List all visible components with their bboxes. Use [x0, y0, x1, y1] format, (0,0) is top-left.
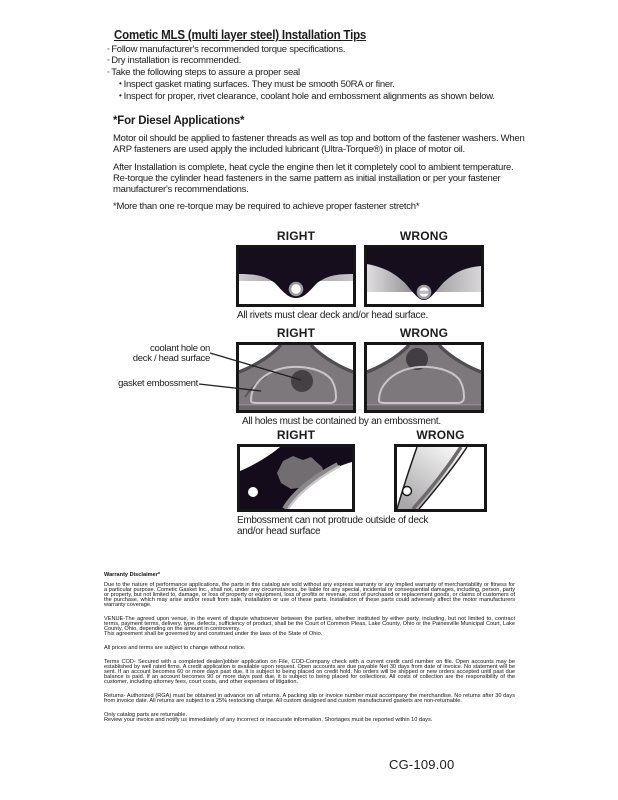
rivet	[290, 283, 302, 295]
warranty-disclaimer-heading: Warranty Disclaimer*	[104, 572, 161, 578]
bullet-text: Dry installation is recommended.	[111, 55, 242, 67]
bullet-marker: ◦	[107, 68, 110, 76]
row2-caption: All holes must be contained by an embossment.	[242, 416, 441, 427]
row3-caption: Embossment can not protrude outside of deck and/or head surface	[237, 515, 429, 537]
governed-paragraph: This agreement shall be governed by and construed under the laws of the State of Ohio.	[104, 630, 323, 637]
gasket-embossment-label: gasket embossment	[118, 378, 198, 389]
protrusion-wrong-diagram	[397, 447, 484, 509]
coolant-hole-label: coolant hole on deck / head surface	[132, 343, 210, 365]
bullet-text: Follow manufacturer's recommended torque specifications.	[111, 44, 346, 55]
rivet-wrong-diagram	[367, 248, 481, 304]
row2-right-label: RIGHT	[276, 326, 316, 340]
bullet-item	[107, 67, 345, 78]
sub-bullet-text: Inspect gasket mating surfaces. They must be smooth 50RA or finer.	[123, 79, 395, 90]
warranty-paragraph: Due to the nature of performance applications, the parts in this catalog are sold without any express warranty or any implied warranty of merchantability or fitness for a particular purpose. Cometic Gasket Inc., shall not, under any circumstances, be liable for any special, incidental or consequential damages, including, person, party or property, but not limited to, damage, or loss of property or equipment, loss of profits or revenue, cost of purchased or replacement goods, or claims of customers of the purchase, which may arise and/or result from sale, installation or use of these parts. Installation of these parts could adversely affect the motor manufacturers warranty coverage.	[104, 581, 515, 608]
document-code: CG-109.00	[389, 757, 455, 772]
row3-right-label: RIGHT	[276, 428, 316, 442]
bullet-item	[107, 55, 345, 66]
protrusion-right-figure	[237, 444, 355, 512]
protrusion-right-diagram	[240, 447, 352, 509]
bolt-hole	[403, 487, 412, 496]
prices-paragraph: All prices and terms are subject to change without notice.	[104, 644, 246, 651]
protrusion-wrong-figure	[394, 444, 487, 512]
sub-bullet-marker: •	[119, 79, 122, 88]
row3-wrong-label: WRONG	[416, 428, 465, 442]
row1-right-label: RIGHT	[276, 229, 316, 243]
bullet-marker: ◦	[107, 57, 110, 65]
sub-bullet-item	[119, 78, 495, 90]
bullet-item	[107, 44, 345, 55]
only-catalog-line: Only catalog parts are returnable.	[104, 711, 188, 718]
deck-edge	[367, 405, 481, 410]
retorque-note: *More than one re-torque may be required to achieve proper fastener stretch*	[113, 201, 420, 212]
deck-edge	[239, 405, 353, 410]
row1-caption: All rivets must clear deck and/or head surface.	[237, 310, 428, 321]
hole-wrong-figure	[364, 342, 484, 413]
page-title: Cometic MLS (multi layer steel) Installation Tips	[114, 28, 367, 42]
rivet-right-figure	[236, 245, 356, 307]
intro-sub-bullet-list	[119, 78, 495, 103]
coolant-hole-leader-line	[210, 353, 301, 380]
terms-paragraph: Terms COD- Secured with a completed dealer/jobber application on File, COD-Company check with a current credit card number on file. Open accounts may be established by well rated firms. A credit application is available upon request. Open accounts are due payable Net 30 days from date of invoice. No statement will be sent. If an account becomes 60 or more days past due, it is subject to being placed on credit hold. No orders will be shipped or new orders accepted until past due balance is paid. If an account becomes 90 or more days past due, it is subject to being placed for collections. All costs of collection are the responsibility of the customer, including attorney fees, court costs, and other expenses of litigation.	[104, 658, 515, 685]
sub-bullet-item	[119, 90, 495, 102]
rivet-wrong-figure	[364, 245, 484, 307]
sub-bullet-marker: •	[119, 91, 122, 101]
row1-wrong-label: WRONG	[399, 229, 449, 243]
embossment-leader-line	[199, 384, 261, 391]
legal-block	[104, 573, 515, 732]
rivet-right-diagram	[239, 248, 353, 304]
diesel-paragraph-2: After Installation is complete, heat cycle the engine then let it completely cool to ambient temperature. Re-torque the cylinder head fasteners in the same pattern as initial installation or per your fastener manufacturer's recommendations.	[113, 162, 514, 195]
intro-bullet-list	[107, 44, 345, 78]
review-invoice-line: Review your invoice and notify us immediately of any incorrect or inaccurate information. Shortages must be reported within 10 days.	[104, 716, 433, 723]
bullet-text: Take the following steps to assure a proper seal	[111, 66, 300, 78]
diesel-paragraph-1: Motor oil should be applied to fastener threads as well as top and bottom of the fastener washers. When ARP fasteners are used apply the included lubricant (Ultra-Torque®) in place of motor oil.	[113, 133, 525, 155]
sub-bullet-text: Inspect for proper, rivet clearance, coolant hole and embossment alignments as shown below.	[123, 91, 495, 103]
bolt-hole	[248, 487, 258, 497]
bullet-marker: ◦	[107, 46, 110, 53]
diesel-heading: *For Diesel Applications*	[113, 115, 245, 127]
hole-wrong-diagram	[367, 345, 481, 410]
leader-lines	[195, 345, 310, 400]
returns-paragraph: Returns- Authorized (RGA) must be obtained in advance on all returns. A packing slip or invoice number must accompany the merchandise. No returns after 30 days from invoice date. All returns are subject to a 25% restocking charge. All custom designed and custom manufactured gaskets are non-returnable.	[104, 692, 515, 704]
venue-paragraph: VENUE-The agreed upon venue, in the event of dispute whatsoever between the parties, whether instituted by either party, including, but not limited to, contract terms, payment terms, delivery, type, defects, sufficiency of product, shall be the Court of Common Pleas, Lake County, Ohio or the Painesville Municipal Court, Lake County, Ohio, depending on the amount in controversy.	[104, 615, 515, 632]
row2-wrong-label: WRONG	[399, 326, 449, 340]
